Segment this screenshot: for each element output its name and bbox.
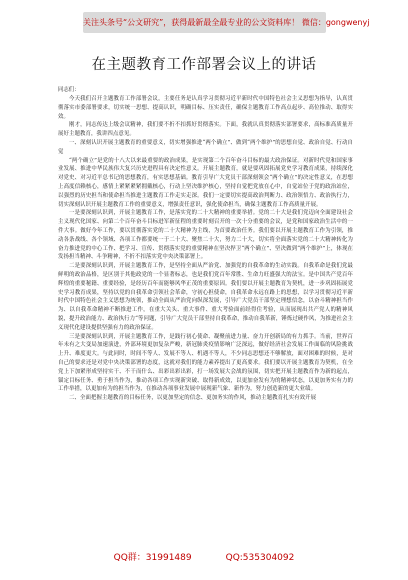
paragraph: 三是要深刻认识到，开展主题教育工作，是践行初心使命、凝聚前进力量、奋力开创新局的有力抓手。当前，世界百年未有之大变局加速演进，外部环境更加复杂严峻，新冠肺炎疫情影响广泛深远，做好经济社会发展工作面临的风险挑战上升、难度更大。与此同时，时间不等人、发展不等人、机遇不等人，不少同志思想还不够解放，面对困难的时候，是对自己的要求还是对党中央决策部署的态度，这就对我们的能力素养提出了更高要求。我们要以开展主题教育为契机，在全党上下加紧形成坚持实干、不干而什么、出彩出彩出彩，打一场发展大会战的氛围，切实把开展主题教育作为新的起点，锚定目标任务、勇于担当作为，推动各项工作实现新突破、取得新成效，以更加奋发有为的精神状态，以更加务实有力的工作举措，以更加有为的担当作为，在推动各项事业发展中展现新气象、新作为，努力创造新的更大业绩。 [58, 333, 353, 393]
section-heading: 二、全面把握主题教育的目标任务，以更加坚定的信念、更加务实的作风，推动主题教育扎实有效开展 [69, 395, 317, 402]
section-heading: 一、深刻认识开展主题教育的重要意义，切实增强推进“两个确立”、做到“两个维护”的思想自觉、政治自觉、行动自觉 [58, 139, 353, 155]
paragraph: 今天我们召开主题教育工作部署会议，主要任务是认真学习贯彻习近平新时代中国特色社会主义思想为指导，认真贯彻落实市委部署要求，切实统一思想、提高认识，明确目标、压实责任，确保主题教育工作高点起步、高位推动、取得实效。 [58, 96, 353, 120]
paragraph: 一是要深刻认识到，开展主题教育工作，是落实党的二十大精神的重要举措。党的二十大是我们党迈向全面建设社会主义现代化国家、向第二个百年奋斗目标进军新征程的重要时刻召开的一次十分重要的会议，是党和国家政治生活中的一件大事。做好今年工作，要以贯彻落实党的二十大精神为主线，为首要政治任务。我们要以开展主题教育工作为引领，推动各条战线、各个领域、各项工作都要统一于二十大、聚焦二十大，努力二十大，切实将全面落实党的二十大精神转化为奋力推进党的中心工作、把学习、宣传、贯彻落实党的重要精神在坚决捍卫“两个确立”、坚决做到“两个维护”上，体现在发扬担当精神、斗争精神，不折不扣落实党中央决策部署上。 [58, 210, 353, 261]
qq-contact-label: QQ:535304092 [225, 553, 295, 563]
promo-banner: 关注头条号“公文研究”，获得最新最全最专业的公文资料库！ 微信：gongwenyj [83, 12, 326, 33]
paragraph: “两个确立”是党的十八大以来最重要的政治成果，是实现第二个百年奋斗目标的最大政治保证。对新时代党和国家事业发展、推进中华民族伟大复兴历史进程具有决定性意义。开展主题教育，就是要巩固拓展党史学习教育成果，持续深化对党史、对习近平总书记的思想教育，有实思想基础。教育引导广大党员干部深刻领会“两个确立”的决定性意义，在思想上高度信赖核心，感情上紧紧紧紧拥戴核心，行动上坚决维护核心，坚持自觉把党放在心中，自觉站位于党的政治站位，以强烈的历史担当和使命担当推进主题教育工作走实走深。我们一定要切实提高政治判断力、政治领悟力、政治执行力，切实深刻认识开展主题教育工作的重要意义，增强责任意识，强化使命担当，确保主题教育工作高质量开展。 [58, 157, 353, 208]
paragraph: 刚才，同志传达上级会议精神，我们要不折不扣抓好贯彻落实。下面，我就认真贯彻落实部署要求，高标准高质量开展好主题教育，我讲四点意见。 [58, 122, 353, 138]
page-title: 在主题教育工作部署会议上的讲话 [91, 57, 317, 73]
qq-group-label: QQ群：31991489 [113, 553, 192, 563]
speech-body [58, 95, 353, 539]
salutation: 同志们： [58, 87, 80, 93]
contact-footer [0, 550, 408, 563]
paragraph: 二是要深刻认识到，开展主题教育工作，是坚持全面从严治党、加强党的自我革命的生动实践。自我革命是我们党最鲜明的政治品格，是区别于其他政党的一个显著标志，也是我们党百年常胜、生命力旺盛强大的法宝。是中国共产党百年辉煌的重要秘籍、重要经验，是经历百年而能够风华正茂的重要原因。我们要以开展主题教育为契机，进一步巩固拓展党史学习教育成果，坚持以党的自我革命引领社会革命，守初心担使命，自我革命永远在路上的思想，以学习贯彻习近平新时代中国特色社会主义思想为统领，推动全面从严治党向纵深发展，引导广大党员干部坚定理想信念，以奋斗精神担当作为、以自我革命精神不断推进工作，在重大关头、重大事件、重大考验面前经得住考验，从而展现出共产党人的精神风貌，提升政治能力、政治执行力“等问题，引导广大党员干部坚持自我革命，推动自我革新，锤炼过硬作风，为推进社会主义现代化建设提供坚强有力的政治保证。 [58, 263, 353, 331]
